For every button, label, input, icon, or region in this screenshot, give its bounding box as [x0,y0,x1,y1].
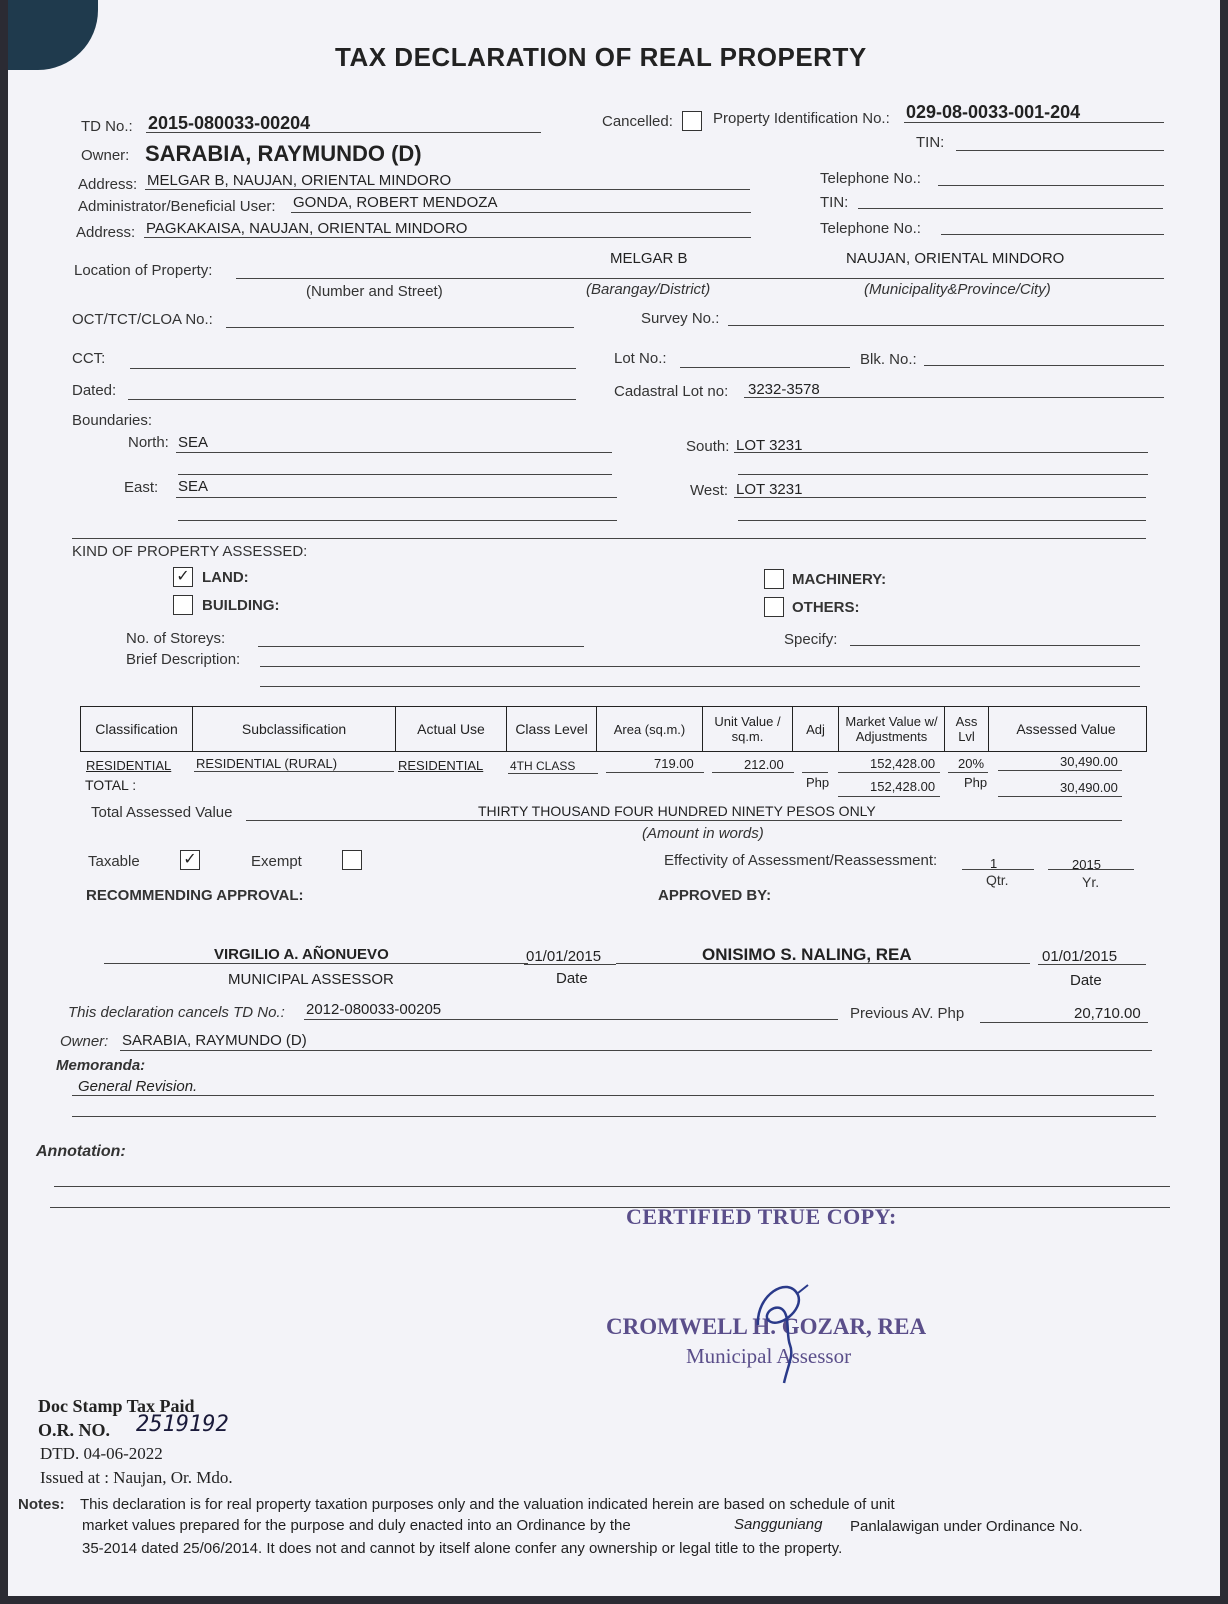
divider [72,538,1146,539]
exempt-checkbox [342,850,362,870]
col-adj: Adj [793,707,839,751]
underline [904,122,1164,123]
dated-label: Dated: [72,382,117,399]
location-municipality: NAUJAN, ORIENTAL MINDORO [846,250,1065,267]
year-label: Yr. [1082,874,1100,890]
taxable-checkbox: ✓ [180,850,200,870]
col-class-level: Class Level [507,707,597,751]
effectivity-year: 2015 [1072,857,1101,872]
memoranda-text: General Revision. [78,1078,198,1095]
cancelled-td-number: 2012-080033-00205 [306,1001,442,1018]
total-market-value: 152,428.00 [870,779,936,794]
underline [941,234,1164,235]
underline [962,869,1034,870]
previous-av-label: Previous AV. Php [850,1005,965,1022]
certifier-title: Municipal Assessor [686,1344,852,1368]
notes-label: Notes: [18,1496,65,1513]
land-label: LAND: [202,569,249,586]
notes-line-1: This declaration is for real property taxation purposes only and the valuation indicated herein are based on schedule of unit [80,1496,895,1513]
amount-in-words: THIRTY THOUSAND FOUR HUNDRED NINETY PESOS ONLY [478,803,876,819]
underline [104,963,528,964]
tin-label: TIN: [916,134,945,151]
approved-date: 01/01/2015 [1042,948,1118,965]
underline [738,474,1148,475]
underline [1038,964,1146,965]
west-label: West: [690,482,729,499]
assessor-name: VIRGILIO A. AÑONUEVO [214,946,389,963]
notes-line-3: 35-2014 dated 25/06/2014. It does not and cannot by itself alone confer any ownership or legal title to the property. [82,1540,843,1557]
taxable-label: Taxable [88,853,140,870]
dtd-text: DTD. 04-06-2022 [40,1444,163,1463]
row-class-level: 4TH CLASS [510,759,576,773]
underline [178,520,617,521]
administrator-address: PAGKAKAISA, NAUJAN, ORIENTAL MINDORO [146,220,468,237]
owner-label: Owner: [81,147,130,164]
previous-owner: SARABIA, RAYMUNDO (D) [122,1032,307,1049]
notes-line-2b: Panlalawigan under Ordinance No. [850,1518,1083,1535]
issued-at-text: Issued at : Naujan, Or. Mdo. [40,1468,233,1487]
machinery-checkbox [764,569,784,589]
col-actual-use: Actual Use [396,707,507,751]
cadastral-lot-number: 3232-3578 [748,381,820,398]
underline [144,237,751,238]
east-boundary: SEA [178,478,209,495]
land-checkbox: ✓ [173,567,193,587]
underline [1048,869,1134,870]
underline [260,686,1140,687]
others-label: OTHERS: [792,599,860,616]
cancelled-checkbox [682,111,702,131]
cancels-label: This declaration cancels TD No.: [68,1004,285,1021]
administrator-label: Administrator/Beneficial User: [78,198,276,215]
row-classification: RESIDENTIAL [86,758,172,773]
brief-description-label: Brief Description: [126,651,241,668]
notes-sangguniang: Sangguniang [734,1516,823,1533]
doc-stamp-label: Doc Stamp Tax Paid [38,1396,195,1416]
underline [938,185,1164,186]
row-market-value: 152,428.00 [870,756,936,771]
underline [72,1116,1156,1117]
municipality-sublabel: (Municipality&Province/City) [864,281,1051,298]
underline [130,368,576,369]
underline [858,208,1163,209]
certifier-signature [728,1265,838,1385]
row-area: 719.00 [654,756,694,771]
telephone-label: Telephone No.: [820,170,921,187]
underline [246,820,1122,821]
row-unit-value: 212.00 [744,757,784,772]
admin-telephone-label: Telephone No.: [820,220,921,237]
underline [948,772,988,773]
td-number: 2015-080033-00204 [148,113,311,133]
location-label: Location of Property: [74,262,213,279]
assessment-table-header [80,706,1147,752]
underline [734,452,1148,453]
approved-by-label: APPROVED BY: [658,887,772,904]
recommending-approval-label: RECOMMENDING APPROVAL: [86,887,304,904]
underline [606,772,704,773]
building-label: BUILDING: [202,597,280,614]
amount-in-words-sublabel: (Amount in words) [642,825,764,842]
approved-date-label: Date [1070,972,1102,989]
north-boundary: SEA [178,434,209,451]
underline [524,964,616,965]
underline [802,772,828,773]
underline [304,1019,838,1020]
underline [838,772,940,773]
underline [176,497,617,498]
underline [226,327,574,328]
col-classification: Classification [81,707,193,751]
certified-true-copy-stamp: CERTIFIED TRUE COPY: [626,1204,897,1229]
total-assessed-value: 30,490.00 [1060,780,1118,795]
row-assessed-value: 30,490.00 [1060,754,1118,769]
underline [738,520,1146,521]
previous-av-value: 20,710.00 [1074,1005,1141,1022]
underline [838,796,940,797]
underline [980,1022,1148,1023]
underline [194,771,394,772]
administrator-name: GONDA, ROBERT MENDOZA [293,194,498,211]
total-php-label-2: Php [964,775,988,790]
admin-tin-label: TIN: [820,194,849,211]
col-area: Area (sq.m.) [597,707,703,751]
oct-label: OCT/TCT/CLOA No.: [72,311,213,328]
machinery-label: MACHINERY: [792,571,887,588]
notes-line-2: market values prepared for the purpose and duly enacted into an Ordinance by the [82,1517,631,1534]
others-checkbox [764,597,784,617]
underline [50,1207,1170,1208]
underline [728,325,1164,326]
pin-label: Property Identification No.: [713,110,890,127]
col-unit-value: Unit Value / sq.m. [703,707,793,751]
street-sublabel: (Number and Street) [306,283,443,300]
underline [291,212,751,213]
row-ass-lvl: 20% [958,756,985,771]
col-subclassification: Subclassification [193,707,396,751]
exempt-label: Exempt [251,853,302,870]
underline [508,773,598,774]
effectivity-label: Effectivity of Assessment/Reassessment: [664,852,938,869]
underline [128,399,576,400]
east-label: East: [124,479,159,496]
location-barangay: MELGAR B [610,250,688,267]
owner-address: MELGAR B, NAUJAN, ORIENTAL MINDORO [147,172,452,189]
col-market-value: Market Value w/ Adjustments [839,707,945,751]
total-php-label: Php [806,775,830,790]
north-label: North: [128,434,169,451]
cct-label: CCT: [72,350,106,367]
col-ass-lvl: Ass Lvl [945,707,989,751]
property-identification-number: 029-08-0033-001-204 [906,102,1081,122]
col-assessed-value: Assessed Value [1016,720,1116,737]
annotation-label: Annotation: [36,1143,126,1160]
cancelled-label: Cancelled: [602,113,673,130]
total-label: TOTAL : [85,777,137,793]
tax-declaration-document [8,0,1220,1596]
boundaries-label: Boundaries: [72,412,153,429]
effectivity-quarter: 1 [990,856,998,871]
row-subclassification: RESIDENTIAL (RURAL) [196,756,338,771]
specify-label: Specify: [784,631,838,648]
underline [176,452,612,453]
row-actual-use: RESIDENTIAL [398,758,484,773]
west-boundary: LOT 3231 [736,481,803,498]
owner-name: SARABIA, RAYMUNDO (D) [145,141,422,166]
underline [744,397,1164,398]
underline [145,189,750,190]
storeys-label: No. of Storeys: [126,630,226,647]
underline [260,666,1140,667]
recommending-date-label: Date [556,970,588,987]
certifier-name: CROMWELL H. GOZAR, REA [606,1314,927,1339]
underline [734,497,1146,498]
memoranda-label: Memoranda: [56,1057,146,1074]
recommending-date: 01/01/2015 [526,948,602,965]
underline [120,1050,1152,1051]
barangay-sublabel: (Barangay/District) [586,281,711,298]
cadastral-label: Cadastral Lot no: [614,383,729,400]
td-label: TD No.: [81,118,133,135]
south-boundary: LOT 3231 [736,437,803,454]
approver-name: ONISIMO S. NALING, REA [702,945,912,964]
previous-owner-label: Owner: [60,1033,109,1050]
background-object [8,0,98,70]
address-label: Address: [78,176,138,193]
survey-label: Survey No.: [641,310,720,327]
underline [72,1095,1154,1096]
or-number: 2519192 [136,1412,229,1437]
underline [236,278,1164,279]
underline [998,770,1122,771]
underline [258,646,584,647]
underline [680,367,850,368]
total-assessed-label: Total Assessed Value [91,804,233,821]
underline [712,772,794,773]
underline [924,365,1164,366]
underline [998,796,1122,797]
underline [146,132,541,133]
lot-label: Lot No.: [614,350,667,367]
underline [178,474,612,475]
document-title: TAX DECLARATION OF REAL PROPERTY [335,42,867,72]
underline [54,1186,1170,1187]
south-label: South: [686,438,730,455]
assessor-title: MUNICIPAL ASSESSOR [228,971,394,988]
or-number-label: O.R. NO. [38,1420,110,1440]
blk-label: Blk. No.: [860,351,917,368]
kind-label: KIND OF PROPERTY ASSESSED: [72,543,308,560]
quarter-label: Qtr. [986,872,1009,888]
underline [850,645,1140,646]
building-checkbox [173,595,193,615]
admin-address-label: Address: [76,224,136,241]
underline [956,150,1164,151]
